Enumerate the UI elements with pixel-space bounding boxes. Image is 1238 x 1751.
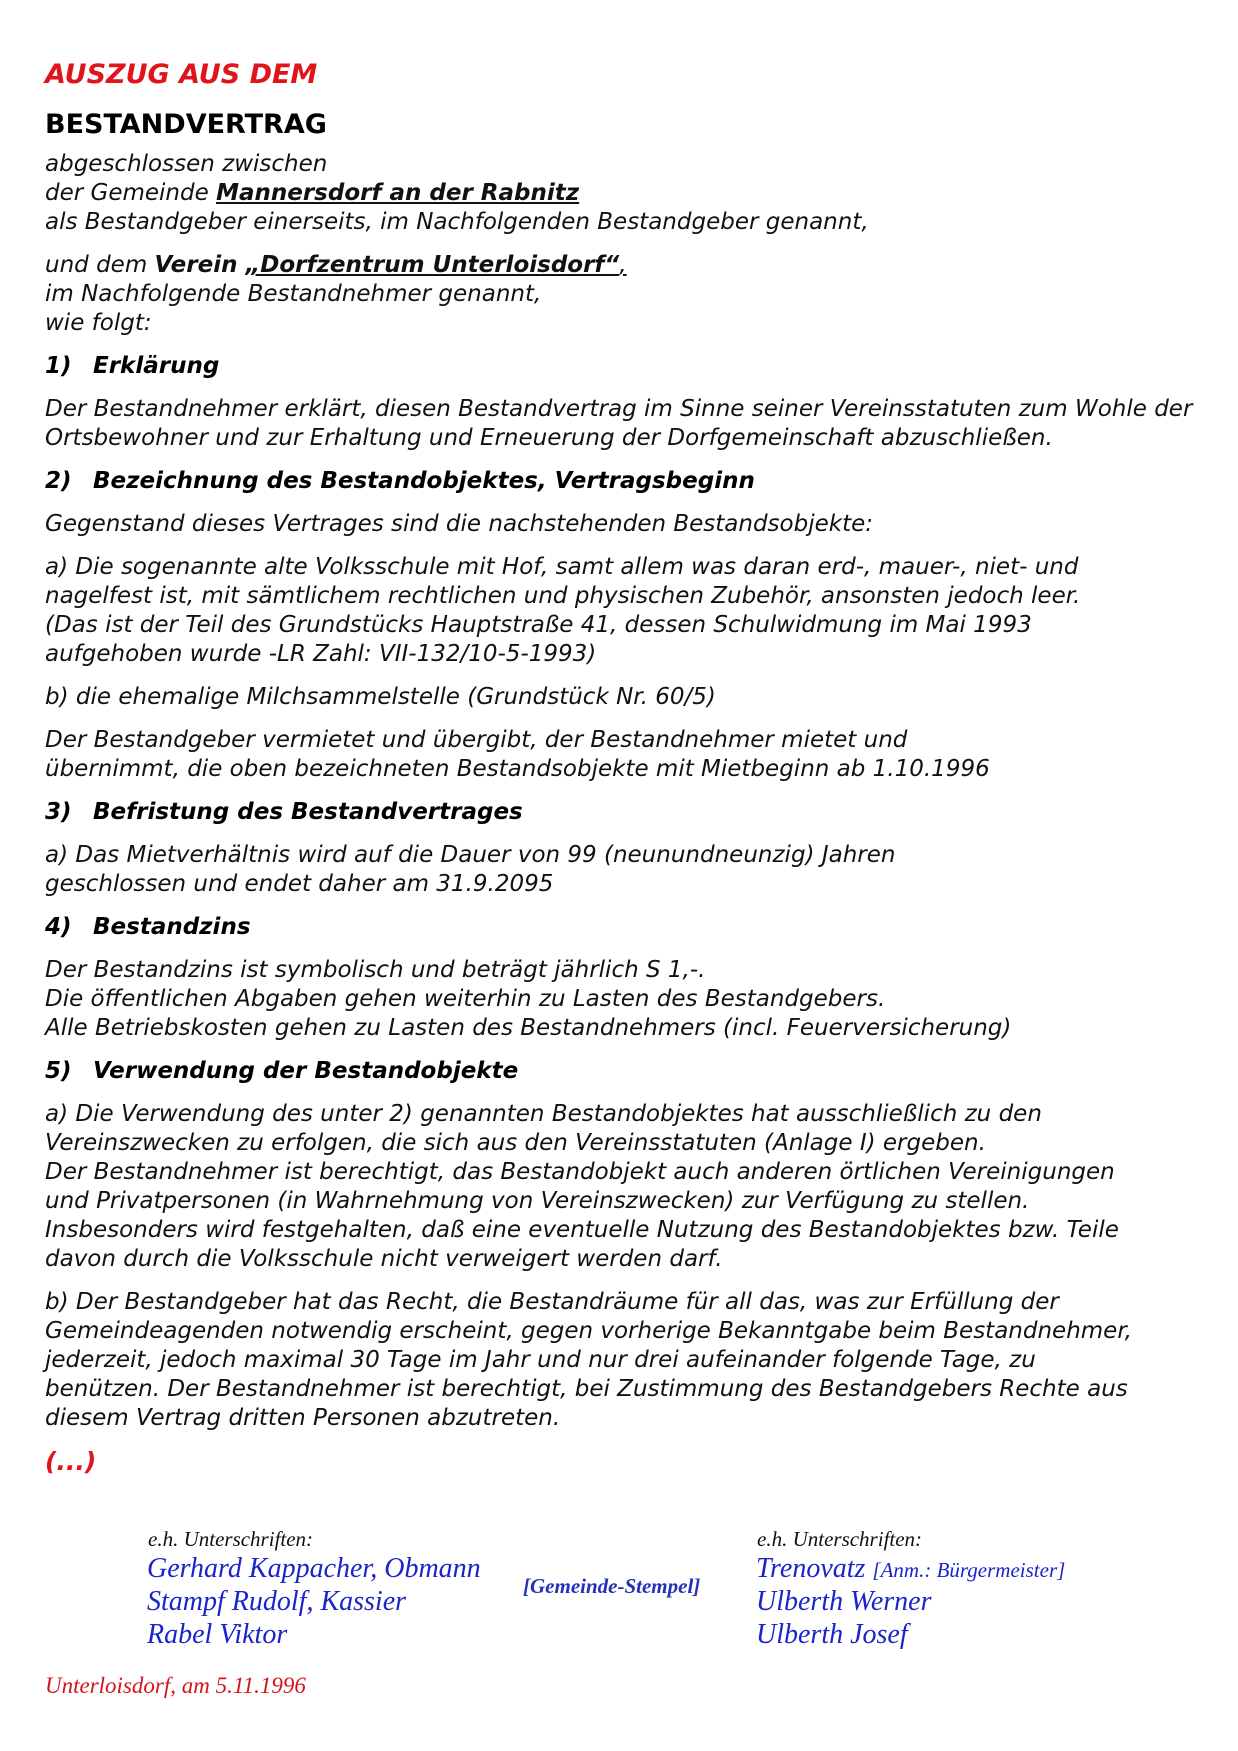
- right-signatures-label: e.h. Unterschriften:: [757, 1527, 923, 1551]
- left-signatures-label: e.h. Unterschriften:: [148, 1527, 314, 1551]
- contract-document: [45, 58, 1215, 1486]
- section-4-line-3: Alle Betriebskosten gehen zu Lasten des Bestandnehmers (incl. Feuerversicherung): [45, 1015, 1012, 1041]
- verein-prefix: und dem: [45, 252, 155, 278]
- section-3-text: [45, 841, 1215, 899]
- section-4-heading: [45, 913, 1215, 942]
- section-1-heading: [45, 352, 1215, 381]
- section-2-rental-line-2: übernimmt, die oben bezeichneten Bestandsobjekte mit Mietbeginn ab 1.10.1996: [45, 756, 990, 782]
- left-signature-name-1: Gerhard Kappacher, Obmann: [147, 1553, 481, 1584]
- omission-marker: (...): [45, 1447, 97, 1476]
- section-1-title: Erklärung: [93, 353, 220, 379]
- section-4-number: 4): [45, 914, 72, 940]
- section-2-rental-start: [45, 726, 1215, 784]
- section-4-text: [45, 956, 1215, 1043]
- verein-name: „Dorfzentrum Unterloisdorf“: [245, 252, 620, 278]
- verein-block: [45, 251, 1215, 338]
- verein-line: [45, 251, 1215, 280]
- section-2-a-line-3: (Das ist der Teil des Grundstücks Hauptstraße 41, dessen Schulwidmung im Mai 1993: [45, 612, 1032, 638]
- date-line: Unterloisdorf, am 5.11.1996: [45, 1673, 306, 1698]
- section-2-a-line-2: nagelfest ist, mit sämtlichem rechtlichen und physischen Zubehör, ansonsten jedoch leer.: [45, 583, 1081, 609]
- right-signature-name-3: Ulberth Josef: [756, 1619, 908, 1650]
- right-signature-name-2: Ulberth Werner: [756, 1586, 932, 1617]
- parties-line-1: abgeschlossen zwischen: [45, 151, 328, 177]
- section-5-b-line-1: b) Der Bestandgeber hat das Recht, die Bestandräume für all das, was zur Erfüllung der: [45, 1289, 1059, 1315]
- section-5-b-line-5: diesem Vertrag dritten Personen abzutreten.: [45, 1405, 561, 1431]
- section-5-a-line-4: und Privatpersonen (in Wahrnehmung von Vereinszwecken) zur Verfügung zu stellen.: [45, 1188, 1030, 1214]
- section-2-a-line-4: aufgehoben wurde -LR Zahl: VII-132/10-5-1993): [45, 641, 597, 667]
- section-5-item-a: [45, 1100, 1215, 1274]
- mayor-note: [Anm.: Bürgermeister]: [872, 1558, 1066, 1582]
- left-signature-name-2: Stampf Rudolf, Kassier: [147, 1586, 407, 1617]
- section-5-item-b: [45, 1288, 1215, 1433]
- section-2-item-b: b) die ehemalige Milchsammelstelle (Grundstück Nr. 60/5): [45, 684, 716, 710]
- section-2-rental-line-1: Der Bestandgeber vermietet und übergibt, der Bestandnehmer mietet und: [45, 727, 908, 753]
- section-4-line-2: Die öffentlichen Abgaben gehen weiterhin zu Lasten des Bestandgebers.: [45, 986, 886, 1012]
- section-2-intro: Gegenstand dieses Vertrages sind die nachstehenden Bestandsobjekte:: [45, 511, 873, 537]
- parties-block: [45, 150, 1215, 237]
- section-5-a-line-1: a) Die Verwendung des unter 2) genannten Bestandobjektes hat ausschließlich zu den: [45, 1101, 1042, 1127]
- section-5-title: Verwendung der Bestandobjekte: [93, 1058, 519, 1084]
- section-3-line-1: a) Das Mietverhältnis wird auf die Dauer von 99 (neunundneunzig) Jahren: [45, 842, 896, 868]
- right-signature-name-1: [756, 1553, 1065, 1585]
- parties-line-6: wie folgt:: [45, 310, 152, 336]
- contract-title: BESTANDVERTRAG: [45, 109, 327, 140]
- section-5-b-line-4: benützen. Der Bestandnehmer ist berechtigt, bei Zustimmung des Bestandgebers Rechte aus: [45, 1376, 1128, 1402]
- section-3-heading: [45, 798, 1215, 827]
- left-signature-name-3: Rabel Viktor: [147, 1619, 288, 1650]
- section-3-number: 3): [45, 799, 72, 825]
- section-5-heading: [45, 1057, 1215, 1086]
- parties-line-2: [45, 179, 1215, 208]
- parties-line-5: im Nachfolgende Bestandnehmer genannt,: [45, 281, 542, 307]
- section-5-number: 5): [45, 1058, 72, 1084]
- section-5-b-line-3: jederzeit, jedoch maximal 30 Tage im Jahr und nur drei aufeinander folgende Tage, zu: [45, 1347, 1036, 1373]
- section-5-a-line-2: Vereinszwecken zu erfolgen, die sich aus den Vereinsstatuten (Anlage I) ergeben.: [45, 1130, 986, 1156]
- section-1-number: 1): [45, 353, 72, 379]
- municipality-stamp: [Gemeinde-Stempel]: [523, 1574, 701, 1598]
- verein-suffix: ,: [619, 252, 627, 278]
- section-5-a-line-6: davon durch die Volksschule nicht verweigert werden darf.: [45, 1246, 723, 1272]
- section-2-heading: [45, 467, 1215, 496]
- section-4-line-1: Der Bestandzins ist symbolisch und beträgt jährlich S 1,-.: [45, 957, 706, 983]
- verein-word: Verein: [154, 252, 246, 278]
- right-signature-name-1-text: Trenovatz: [756, 1553, 866, 1584]
- section-3-line-2: geschlossen und endet daher am 31.9.2095: [45, 871, 554, 897]
- parties-line-2-prefix: der Gemeinde: [45, 180, 217, 206]
- section-5-a-line-5: Insbesonders wird festgehalten, daß eine eventuelle Nutzung des Bestandobjektes bzw. Teile: [45, 1217, 1119, 1243]
- parties-line-3: als Bestandgeber einerseits, im Nachfolgenden Bestandgeber genannt,: [45, 209, 869, 235]
- municipality-name: Mannersdorf an der Rabnitz: [216, 180, 580, 206]
- excerpt-title: AUSZUG AUS DEM: [45, 59, 318, 90]
- section-5-b-line-2: Gemeindeagenden notwendig erscheint, gegen vorherige Bekanntgabe beim Bestandnehmer,: [45, 1318, 1132, 1344]
- section-2-a-line-1: a) Die sogenannte alte Volksschule mit Hof, samt allem was daran erd-, mauer-, niet- und: [45, 554, 1079, 580]
- section-4-title: Bestandzins: [93, 914, 251, 940]
- section-2-number: 2): [45, 468, 72, 494]
- section-3-title: Befristung des Bestandvertrages: [93, 799, 523, 825]
- section-1-text: Der Bestandnehmer erklärt, diesen Bestandvertrag im Sinne seiner Vereinsstatuten zum Wohle der Ortsbewohner und zur Erhaltung und Erneuerung der Dorfgemeinschaft abzuschließen.: [45, 396, 1193, 451]
- section-2-title: Bezeichnung des Bestandobjektes, Vertragsbeginn: [93, 468, 755, 494]
- section-2-item-a: [45, 553, 1215, 669]
- section-5-a-line-3: Der Bestandnehmer ist berechtigt, das Bestandobjekt auch anderen örtlichen Vereinigungen: [45, 1159, 1115, 1185]
